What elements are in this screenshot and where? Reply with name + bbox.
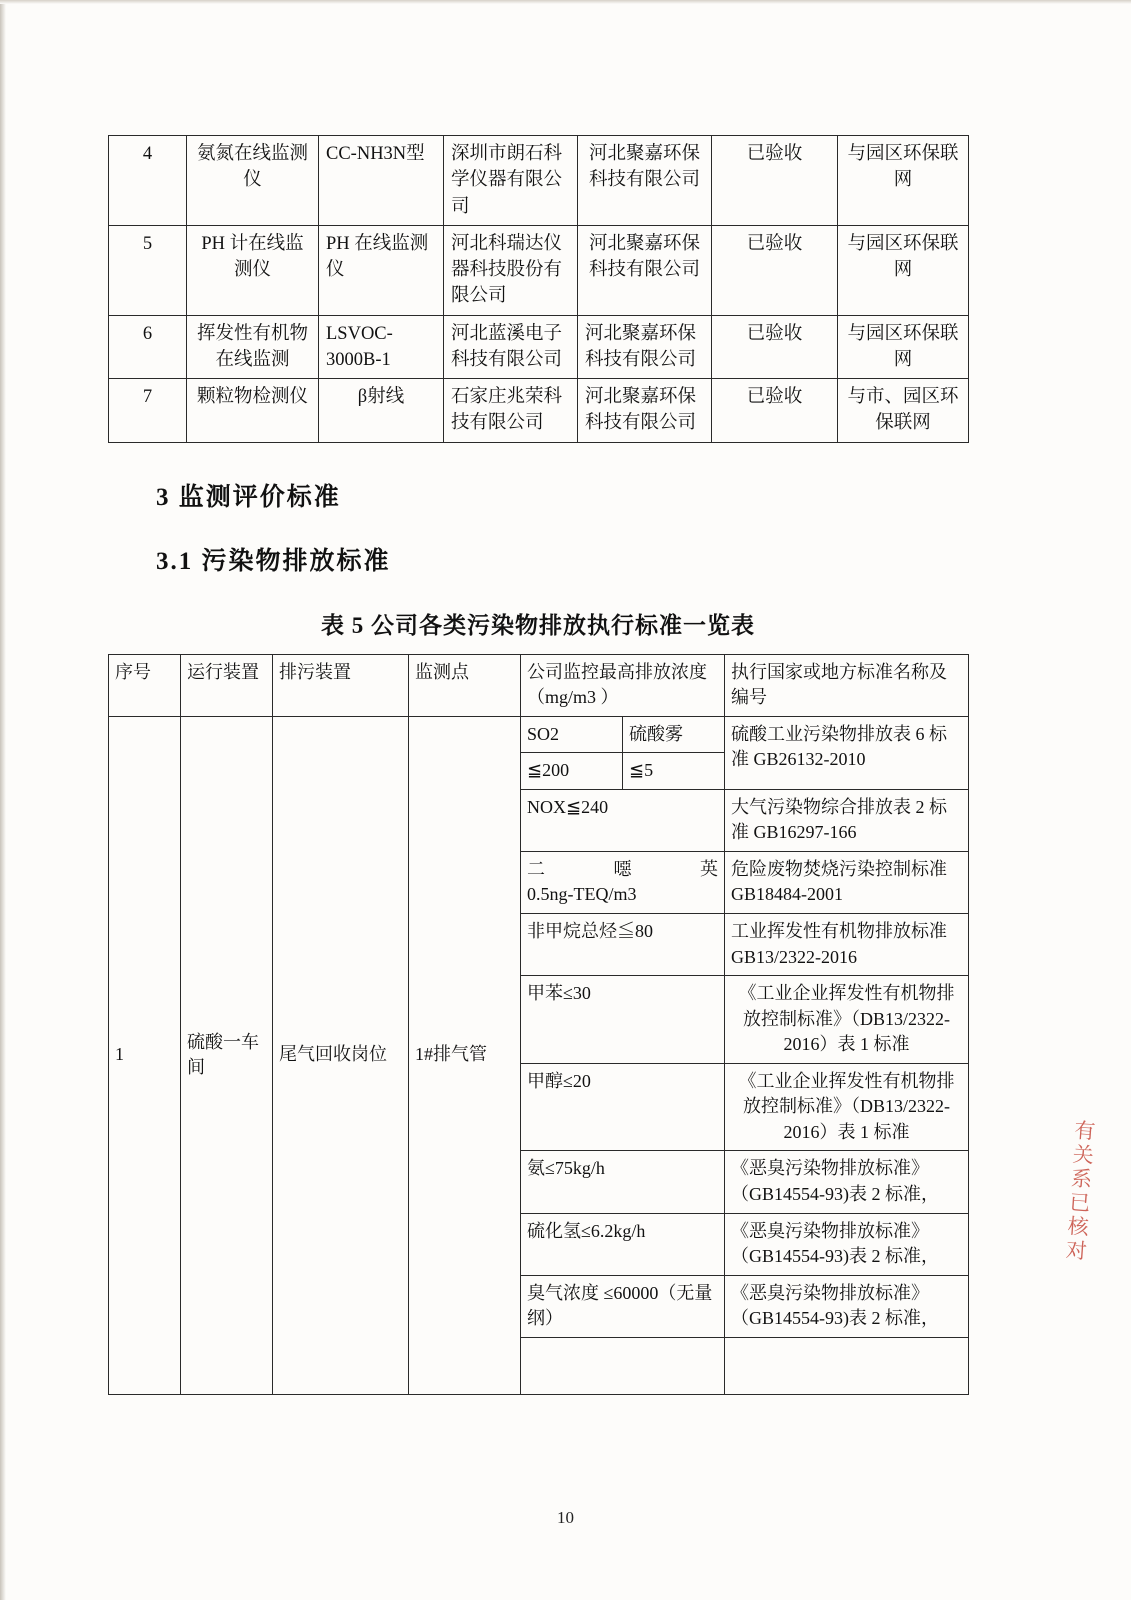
page-number: 10 [557, 1508, 574, 1527]
cell-standard: 《工业企业挥发性有机物排放控制标准》（DB13/2322-2016）表 1 标准 [725, 976, 969, 1064]
standards-table [108, 654, 969, 1395]
cell-device: 挥发性有机物在线监测 [187, 315, 319, 379]
cell-status: 已验收 [712, 225, 838, 315]
table-row [109, 136, 969, 226]
cell-empty [725, 1337, 969, 1394]
cell-standard: 工业挥发性有机物排放标准 GB13/2322-2016 [725, 914, 969, 976]
cell-network: 与园区环保联网 [838, 315, 969, 379]
cell-manufacturer: 河北蓝溪电子科技有限公司 [444, 315, 578, 379]
cell-pollutant: 硫酸雾 [623, 716, 725, 753]
cell-manufacturer: 河北科瑞达仪器科技股份有限公司 [444, 225, 578, 315]
cell-pollutant: 非甲烷总烃≦80 [521, 914, 725, 976]
cell-pollutant: 甲苯≤30 [521, 976, 725, 1064]
cell-pollutant: 氨≤75kg/h [521, 1151, 725, 1213]
cell-standard: 大气污染物综合排放表 2 标准 GB16297-166 [725, 789, 969, 851]
table-row [109, 379, 969, 443]
standards-table-caption: 表 5 公司各类污染物排放执行标准一览表 [321, 612, 755, 638]
cell-network: 与园区环保联网 [838, 225, 969, 315]
cell-standard: 《恶臭污染物排放标准》（GB14554-93)表 2 标准， [725, 1275, 969, 1337]
header-standard: 执行国家或地方标准名称及编号 [725, 654, 969, 716]
header-point: 监测点 [409, 654, 521, 716]
cell-pollutant: 甲醇≤20 [521, 1063, 725, 1151]
cell-model: CC-NH3N型 [319, 136, 444, 226]
header-concentration: 公司监控最高排放浓度（mg/m3 ） [521, 654, 725, 716]
cell-limit: ≦5 [623, 753, 725, 790]
cell-network: 与园区环保联网 [838, 136, 969, 226]
cell-pollutant [521, 851, 725, 913]
cell-standard: 危险废物焚烧污染控制标准 GB18484-2001 [725, 851, 969, 913]
cell-no: 7 [109, 379, 187, 443]
cell-pollutant: SO2 [521, 716, 623, 753]
handwritten-annotation: 有关系已核对 [1062, 1118, 1097, 1264]
cell-no: 4 [109, 136, 187, 226]
table-row [109, 225, 969, 315]
cell-standard: 《工业企业挥发性有机物排放控制标准》（DB13/2322-2016）表 1 标准 [725, 1063, 969, 1151]
cell-model: β射线 [319, 379, 444, 443]
cell-empty [521, 1337, 725, 1394]
cell-operator: 河北聚嘉环保科技有限公司 [578, 225, 712, 315]
cell-status: 已验收 [712, 379, 838, 443]
cell-operator: 河北聚嘉环保科技有限公司 [578, 136, 712, 226]
page-edge-shadow-top [0, 0, 1131, 4]
cell-network: 与市、园区环保联网 [838, 379, 969, 443]
cell-no: 6 [109, 315, 187, 379]
table-row [109, 315, 969, 379]
cell-no: 5 [109, 225, 187, 315]
cell-device: 尾气回收岗位 [273, 716, 409, 1394]
cell-standard: 《恶臭污染物排放标准》（GB14554-93)表 2 标准， [725, 1213, 969, 1275]
equipment-table [108, 135, 969, 443]
cell-row-no: 1 [109, 716, 181, 1394]
cell-model: LSVOC-3000B-1 [319, 315, 444, 379]
pollutant-line-1: 二 噁 英 [527, 858, 719, 879]
header-no: 序号 [109, 654, 181, 716]
cell-manufacturer: 深圳市朗石科学仪器有限公司 [444, 136, 578, 226]
cell-standard: 硫酸工业污染物排放表 6 标准 GB26132-2010 [725, 716, 969, 789]
cell-point: 1#排气管 [409, 716, 521, 1394]
cell-pollutant: 臭气浓度 ≤60000（无量纲） [521, 1275, 725, 1337]
section-heading-3-1: 3.1 污染物排放标准 [156, 547, 391, 575]
pollutant-line-2: 0.5ng-TEQ/m3 [527, 884, 637, 905]
cell-operator: 河北聚嘉环保科技有限公司 [578, 315, 712, 379]
table-header-row [109, 654, 969, 716]
cell-manufacturer: 石家庄兆荣科技有限公司 [444, 379, 578, 443]
page-content [108, 135, 968, 1395]
cell-operator: 河北聚嘉环保科技有限公司 [578, 379, 712, 443]
cell-limit: ≦200 [521, 753, 623, 790]
cell-standard: 《恶臭污染物排放标准》（GB14554-93)表 2 标准， [725, 1151, 969, 1213]
section-heading-3: 3 监测评价标准 [156, 483, 341, 511]
header-device: 排污装置 [273, 654, 409, 716]
cell-device: 氨氮在线监测仪 [187, 136, 319, 226]
cell-device: PH 计在线监测仪 [187, 225, 319, 315]
cell-device: 颗粒物检测仪 [187, 379, 319, 443]
cell-unit: 硫酸一车间 [181, 716, 273, 1394]
cell-pollutant: 硫化氢≤6.2kg/h [521, 1213, 725, 1275]
cell-pollutant: NOX≦240 [521, 789, 725, 851]
page-edge-shadow [0, 0, 6, 1600]
table-row [109, 716, 969, 753]
cell-model: PH 在线监测仪 [319, 225, 444, 315]
cell-status: 已验收 [712, 136, 838, 226]
cell-status: 已验收 [712, 315, 838, 379]
header-unit: 运行装置 [181, 654, 273, 716]
